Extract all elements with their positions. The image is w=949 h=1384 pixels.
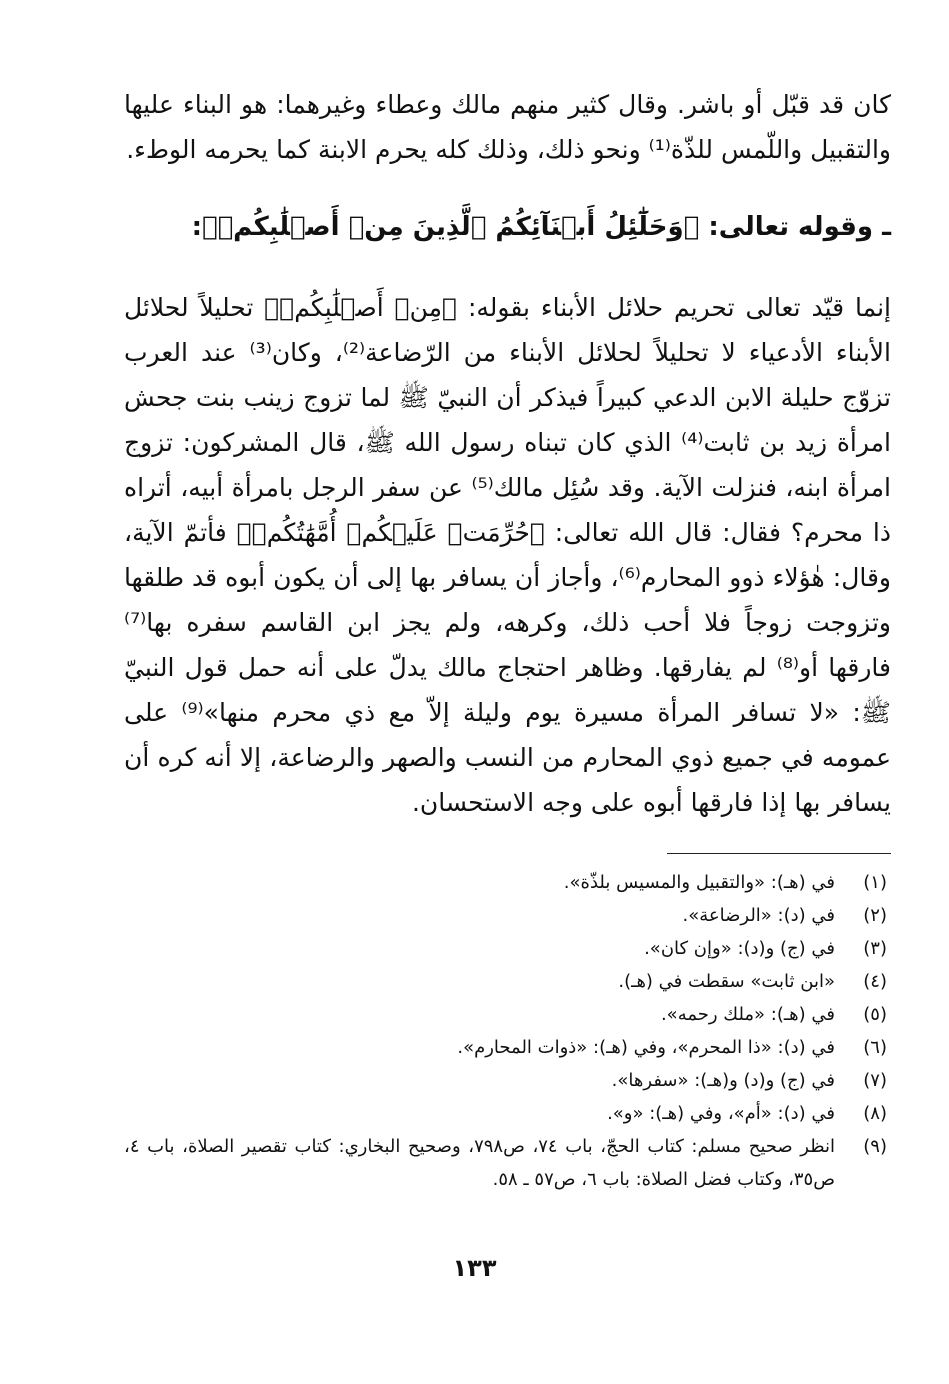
- footnote-number: (٩): [863, 1136, 887, 1157]
- footnote-item: [124, 1130, 887, 1196]
- footnote-number: (٢): [863, 905, 887, 926]
- body-paragraph: إنما قيّد تعالى تحريم حلائل الأبناء بقوله: ﴿مِنۡ أَصۡلَٰبِكُمۡ﴾ تحليلاً لحلائل الأبناء الأدعياء لا تحليلاً لحلائل الأبناء من الرّضاعة⁽²⁾، وكان⁽³⁾ عند العرب تزوّج حليلة الابن الدعي كبيراً فيذكر أن النبيّ ﷺ لما تزوج زينب بنت جحش امرأة زيد بن ثابت⁽⁴⁾ الذي كان تبناه رسول الله ﷺ، قال المشركون: تزوج امرأة ابنه، فنزلت الآية. وقد سُئِل مالك⁽⁵⁾ عن سفر الرجل بامرأة أبيه، أتراه ذا محرم؟ فقال: قال الله تعالى: ﴿حُرِّمَتۡ عَلَيۡكُمۡ أُمَّهَٰتُكُمۡ﴾ فأتمّ الآية، وقال: هٰؤلاء ذوو المحارم⁽⁶⁾، وأجاز أن يسافر بها إلى أن يكون أبوه قد طلقها وتزوجت زوجاً فلا أحب ذلك، وكرهه، ولم يجز ابن القاسم سفره بها⁽⁷⁾ فارقها أو⁽⁸⁾ لم يفارقها. وظاهر احتجاج مالك يدلّ على أنه حمل قول النبيّ ﷺ: «لا تسافر المرأة مسيرة يوم وليلة إلاّ مع ذي محرم منها»⁽⁹⁾ على عمومه في جميع ذوي المحارم من النسب والصهر والرضاعة، إلا أنه كره أن يسافر بها إذا فارقها أبوه على وجه الاستحسان.: [124, 293, 892, 817]
- footnote-number: (٧): [863, 1070, 887, 1091]
- footnote-text: في (ج) و(د) و(هـ): «سفرها».: [611, 1070, 835, 1091]
- footnote-item: [124, 1064, 887, 1097]
- section-heading: ـ وقوله تعالى: ﴿وَحَلَٰٓئِلُ أَبۡنَآئِكُمُ ٱلَّذِينَ مِنۡ أَصۡلَٰبِكُمۡ﴾:: [191, 212, 891, 242]
- footnote-text: في (د): «ذا المحرم»، وفي (هـ): «ذوات المحارم».: [457, 1037, 835, 1058]
- footnote-item: [124, 866, 887, 899]
- footnote-text: «ابن ثابت» سقطت في (هـ).: [618, 971, 835, 992]
- footnote-text: في (هـ): «ملك رحمه».: [660, 1004, 835, 1025]
- body-paragraph: كان قد قبّل أو باشر. وقال كثير منهم مالك وعطاء وغيرهما: هو البناء عليها والتقبيل واللّمس للذّة⁽¹⁾ ونحو ذلك، وذلك كله يحرم الابنة كما يحرمه الوطء.: [124, 90, 891, 164]
- footnote-item: [124, 932, 887, 965]
- footnote-item: [124, 998, 887, 1031]
- footnote-number: (٨): [863, 1103, 887, 1124]
- footnote-text: في (هـ): «والتقبيل والمسيس بلذّة».: [563, 872, 835, 893]
- footnotes: [124, 866, 891, 1196]
- footnote-item: [124, 899, 887, 932]
- footnote-text: في (ج) و(د): «وإن كان».: [644, 938, 835, 959]
- footnote-text: في (د): «الرضاعة».: [682, 905, 835, 926]
- footnote-number: (٤): [863, 971, 887, 992]
- footnote-item: [124, 965, 887, 998]
- footnote-number: (١): [863, 872, 887, 893]
- footnote-text: انظر صحيح مسلم: كتاب الحجّ، باب ٧٤، ص٧٩٨، وصحيح البخاري: كتاب تقصير الصلاة، باب ٤، ص٣٥، وكتاب فضل الصلاة: باب ٦، ص٥٧ ـ ٥٨.: [124, 1136, 835, 1190]
- page-number: ١٣٣: [452, 1254, 497, 1282]
- footnote-item: [124, 1097, 887, 1130]
- footnote-number: (٥): [863, 1004, 887, 1025]
- footnote-item: [124, 1031, 887, 1064]
- footnote-text: في (د): «أم»، وفي (هـ): «و».: [607, 1103, 835, 1124]
- footnote-number: (٦): [863, 1037, 887, 1058]
- footnote-number: (٣): [863, 938, 887, 959]
- footnote-divider: [667, 853, 891, 854]
